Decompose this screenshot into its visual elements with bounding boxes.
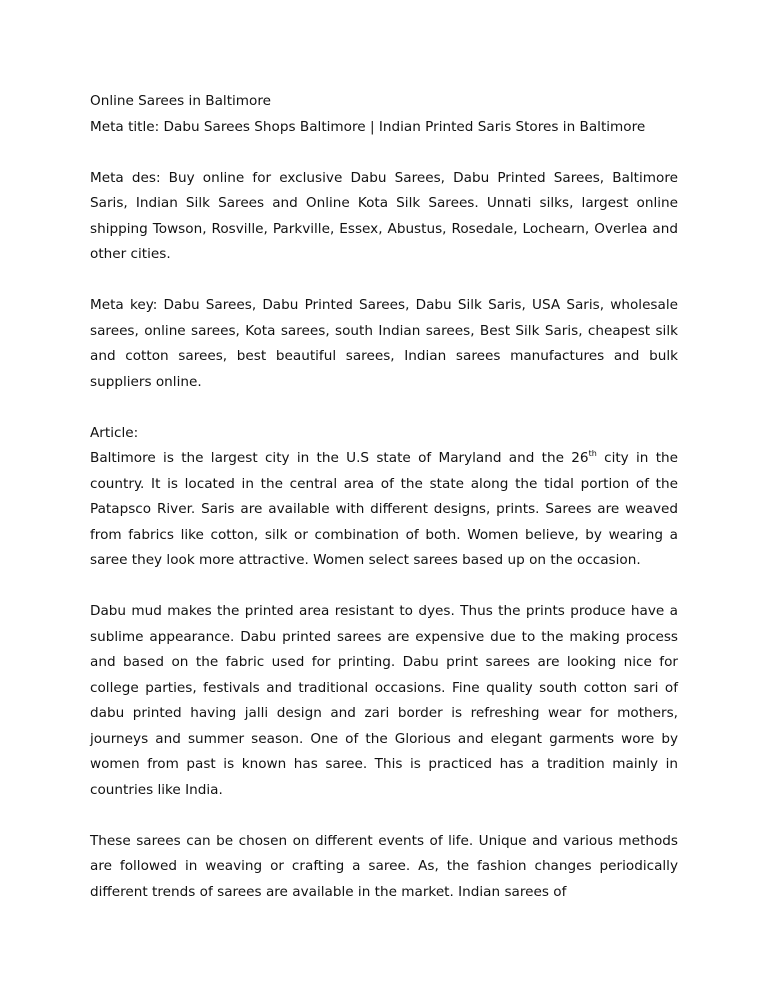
- paragraph-gap: [90, 395, 678, 421]
- article-paragraph-1-rest: city in the country. It is located in the central area of the state along the tidal portion of the Patapsco River. Saris are available with different designs, prints. Sarees are weaved from fabrics like cotton, silk or combination of both. Women believe, by wearing a saree they look more attractive. Women select sarees based up on the occasion.: [90, 450, 678, 568]
- document-body: [90, 89, 678, 905]
- article-paragraph-3: These sarees can be chosen on different events of life. Unique and various methods are followed in weaving or crafting a saree. As, the fashion changes periodically different trends of sarees are available in the market. Indian sarees of: [90, 832, 678, 900]
- paragraph-gap: [90, 140, 678, 166]
- document-title: Online Sarees in Baltimore: [90, 93, 272, 109]
- article-paragraph-1: [90, 446, 678, 574]
- paragraph-gap: [90, 574, 678, 600]
- ordinal-superscript: th: [588, 449, 597, 458]
- paragraph-gap: [90, 803, 678, 829]
- meta-keywords-paragraph: Meta key: Dabu Sarees, Dabu Printed Sarees, Dabu Silk Saris, USA Saris, wholesale sarees, online sarees, Kota sarees, south Indian sarees, Best Silk Saris, cheapest silk and cotton sarees, best beautiful sarees, Indian sarees manufactures and bulk suppliers online.: [90, 297, 678, 390]
- paragraph-gap: [90, 268, 678, 294]
- article-paragraph-2: Dabu mud makes the printed area resistant to dyes. Thus the prints produce have a sublime appearance. Dabu printed sarees are expensive due to the making process and based on the fabric used for printing. Dabu print sarees are looking nice for college parties, festivals and traditional occasions. Fine quality south cotton sari of dabu printed having jalli design and zari border is refreshing wear for mothers, journeys and summer season. One of the Glorious and elegant garments wore by women from past is known has saree. This is practiced has a tradition mainly in countries like India.: [90, 603, 678, 798]
- article-label: Article:: [90, 424, 139, 441]
- meta-title-line: Meta title: Dabu Sarees Shops Baltimore | Indian Printed Saris Stores in Baltimore: [90, 118, 646, 135]
- meta-description-paragraph: Meta des: Buy online for exclusive Dabu Sarees, Dabu Printed Sarees, Baltimore Saris, Indian Silk Sarees and Online Kota Silk Sarees. Unnati silks, largest online shipping Towson, Rosville, Parkville, Essex, Abustus, Rosedale, Lochearn, Overlea and other cities.: [90, 169, 678, 262]
- article-paragraph-1-start: Baltimore is the largest city in the U.S state of Maryland and the 26: [90, 450, 589, 466]
